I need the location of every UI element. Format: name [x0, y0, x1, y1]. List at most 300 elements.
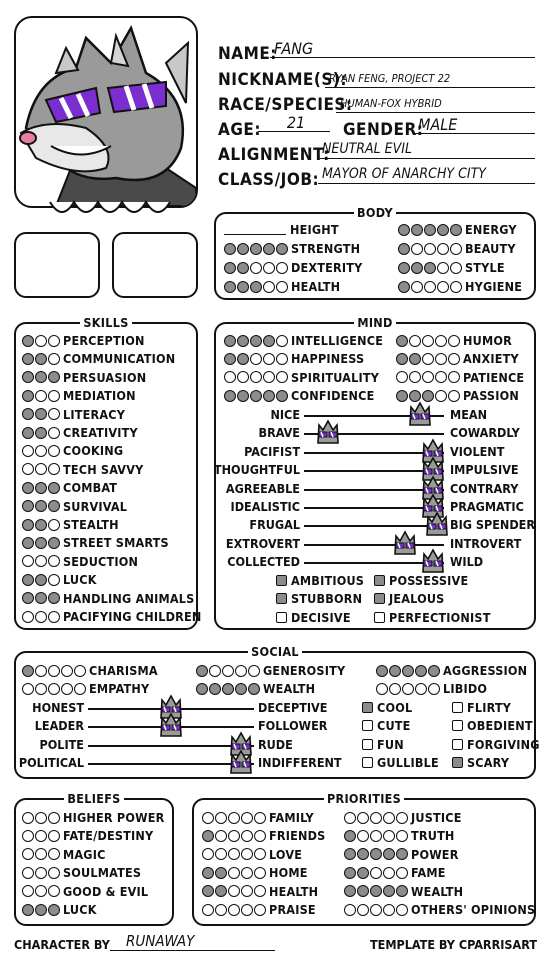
rating-dot[interactable] [35, 335, 47, 347]
rating-dot[interactable] [448, 371, 460, 383]
rating-dots[interactable] [224, 281, 288, 293]
rating-dot[interactable] [22, 408, 34, 420]
rating-dot[interactable] [224, 335, 236, 347]
rating-dot[interactable] [224, 371, 236, 383]
rating-dot[interactable] [248, 665, 260, 677]
rating-dot[interactable] [250, 371, 262, 383]
checkbox[interactable] [452, 702, 463, 713]
alignment-field[interactable]: NEUTRAL EVIL [318, 141, 535, 159]
rating-dot[interactable] [424, 262, 436, 274]
rating-dot[interactable] [424, 281, 436, 293]
rating-dot[interactable] [48, 408, 60, 420]
rating-dots[interactable] [22, 519, 60, 531]
rating-dot[interactable] [422, 353, 434, 365]
rating-dot[interactable] [224, 281, 236, 293]
rating-dot[interactable] [357, 885, 369, 897]
rating-dot[interactable] [276, 262, 288, 274]
rating-dot[interactable] [448, 353, 460, 365]
rating-dots[interactable] [344, 867, 408, 879]
rating-dot[interactable] [48, 683, 60, 695]
rating-dot[interactable] [22, 482, 34, 494]
rating-dot[interactable] [396, 885, 408, 897]
rating-dot[interactable] [215, 885, 227, 897]
checkbox-row[interactable] [276, 610, 351, 625]
rating-dot[interactable] [48, 848, 60, 860]
checkbox[interactable] [374, 575, 385, 586]
rating-dot[interactable] [22, 812, 34, 824]
rating-dot[interactable] [437, 224, 449, 236]
rating-dot[interactable] [424, 243, 436, 255]
rating-dots[interactable] [396, 390, 460, 402]
rating-dot[interactable] [422, 390, 434, 402]
rating-dots[interactable] [224, 243, 288, 255]
rating-dots[interactable] [22, 830, 60, 842]
rating-dots[interactable] [398, 243, 462, 255]
rating-dot[interactable] [196, 665, 208, 677]
rating-dots[interactable] [22, 611, 60, 623]
rating-dot[interactable] [344, 885, 356, 897]
slider-handle-icon[interactable] [315, 419, 341, 445]
rating-dot[interactable] [202, 812, 214, 824]
rating-dot[interactable] [450, 262, 462, 274]
rating-dot[interactable] [402, 665, 414, 677]
rating-dot[interactable] [428, 665, 440, 677]
rating-dot[interactable] [215, 830, 227, 842]
rating-dots[interactable] [396, 353, 460, 365]
rating-dots[interactable] [22, 812, 60, 824]
rating-dot[interactable] [224, 262, 236, 274]
rating-dot[interactable] [396, 371, 408, 383]
rating-dot[interactable] [435, 390, 447, 402]
rating-dot[interactable] [389, 665, 401, 677]
rating-dot[interactable] [396, 390, 408, 402]
rating-dot[interactable] [22, 519, 34, 531]
slider-track[interactable] [304, 525, 444, 527]
rating-dot[interactable] [48, 611, 60, 623]
rating-dot[interactable] [357, 830, 369, 842]
rating-dot[interactable] [344, 848, 356, 860]
rating-dot[interactable] [48, 482, 60, 494]
rating-dot[interactable] [35, 592, 47, 604]
rating-dot[interactable] [209, 683, 221, 695]
rating-dot[interactable] [22, 867, 34, 879]
rating-dot[interactable] [357, 904, 369, 916]
rating-dots[interactable] [22, 408, 60, 420]
rating-dots[interactable] [22, 574, 60, 586]
slider-handle-icon[interactable] [407, 401, 433, 427]
rating-dot[interactable] [22, 848, 34, 860]
rating-dot[interactable] [35, 665, 47, 677]
rating-dot[interactable] [48, 537, 60, 549]
rating-dot[interactable] [415, 665, 427, 677]
rating-dot[interactable] [215, 867, 227, 879]
checkbox[interactable] [276, 612, 287, 623]
slider-track[interactable] [304, 544, 444, 546]
rating-dots[interactable] [398, 224, 462, 236]
slider-handle-icon[interactable] [420, 548, 446, 574]
rating-dot[interactable] [250, 262, 262, 274]
rating-dots[interactable] [344, 885, 408, 897]
rating-dot[interactable] [376, 683, 388, 695]
slider-handle-icon[interactable] [158, 712, 184, 738]
rating-dot[interactable] [35, 537, 47, 549]
rating-dot[interactable] [450, 224, 462, 236]
rating-dot[interactable] [344, 812, 356, 824]
rating-dot[interactable] [370, 830, 382, 842]
rating-dot[interactable] [411, 262, 423, 274]
height-line[interactable] [224, 225, 286, 235]
rating-dot[interactable] [241, 848, 253, 860]
rating-dots[interactable] [22, 867, 60, 879]
rating-dot[interactable] [383, 848, 395, 860]
rating-dot[interactable] [35, 371, 47, 383]
checkbox-row[interactable] [276, 573, 364, 588]
checkbox-row[interactable] [374, 610, 491, 625]
rating-dot[interactable] [35, 830, 47, 842]
checkbox[interactable] [362, 702, 373, 713]
rating-dot[interactable] [237, 243, 249, 255]
rating-dot[interactable] [22, 904, 34, 916]
rating-dot[interactable] [74, 665, 86, 677]
rating-dot[interactable] [22, 611, 34, 623]
rating-dot[interactable] [437, 243, 449, 255]
rating-dot[interactable] [276, 335, 288, 347]
rating-dot[interactable] [396, 867, 408, 879]
rating-dot[interactable] [263, 281, 275, 293]
rating-dot[interactable] [235, 683, 247, 695]
rating-dot[interactable] [22, 371, 34, 383]
rating-dot[interactable] [370, 812, 382, 824]
rating-dot[interactable] [35, 555, 47, 567]
rating-dot[interactable] [411, 243, 423, 255]
rating-dots[interactable] [376, 665, 440, 677]
rating-dot[interactable] [396, 353, 408, 365]
rating-dot[interactable] [48, 574, 60, 586]
rating-dot[interactable] [196, 683, 208, 695]
rating-dot[interactable] [396, 830, 408, 842]
checkbox-row[interactable] [452, 737, 540, 752]
rating-dots[interactable] [22, 848, 60, 860]
rating-dot[interactable] [22, 427, 34, 439]
rating-dot[interactable] [22, 665, 34, 677]
rating-dots[interactable] [202, 904, 266, 916]
rating-dot[interactable] [48, 335, 60, 347]
rating-dot[interactable] [398, 281, 410, 293]
rating-dot[interactable] [215, 848, 227, 860]
rating-dot[interactable] [35, 482, 47, 494]
rating-dot[interactable] [48, 830, 60, 842]
rating-dot[interactable] [202, 904, 214, 916]
checkbox-row[interactable] [452, 755, 509, 770]
rating-dot[interactable] [202, 867, 214, 879]
rating-dot[interactable] [250, 353, 262, 365]
class-field[interactable]: MAYOR OF ANARCHY CITY [318, 166, 535, 184]
rating-dot[interactable] [22, 830, 34, 842]
empty-box-left[interactable] [14, 232, 100, 298]
rating-dot[interactable] [224, 353, 236, 365]
rating-dot[interactable] [437, 262, 449, 274]
rating-dot[interactable] [435, 353, 447, 365]
rating-dot[interactable] [48, 519, 60, 531]
rating-dot[interactable] [209, 665, 221, 677]
rating-dot[interactable] [228, 867, 240, 879]
rating-dot[interactable] [409, 371, 421, 383]
checkbox-row[interactable] [452, 718, 533, 733]
rating-dot[interactable] [396, 848, 408, 860]
rating-dot[interactable] [250, 335, 262, 347]
rating-dot[interactable] [411, 224, 423, 236]
rating-dot[interactable] [415, 683, 427, 695]
rating-dots[interactable] [344, 812, 408, 824]
rating-dots[interactable] [202, 830, 266, 842]
rating-dot[interactable] [35, 683, 47, 695]
rating-dots[interactable] [224, 371, 288, 383]
rating-dot[interactable] [237, 281, 249, 293]
rating-dot[interactable] [276, 281, 288, 293]
rating-dot[interactable] [237, 371, 249, 383]
rating-dots[interactable] [224, 390, 288, 402]
rating-dot[interactable] [48, 463, 60, 475]
rating-dot[interactable] [402, 683, 414, 695]
checkbox[interactable] [362, 720, 373, 731]
rating-dot[interactable] [344, 904, 356, 916]
rating-dots[interactable] [196, 683, 260, 695]
nickname-field[interactable]: RYAN FENG, PROJECT 22 [325, 70, 535, 88]
rating-dot[interactable] [396, 812, 408, 824]
rating-dots[interactable] [224, 353, 288, 365]
rating-dot[interactable] [22, 683, 34, 695]
rating-dots[interactable] [22, 390, 60, 402]
name-field[interactable]: FANG [270, 40, 535, 58]
rating-dot[interactable] [228, 812, 240, 824]
rating-dot[interactable] [224, 243, 236, 255]
rating-dot[interactable] [237, 390, 249, 402]
rating-dot[interactable] [215, 904, 227, 916]
rating-dot[interactable] [344, 830, 356, 842]
checkbox-row[interactable] [374, 591, 444, 606]
rating-dot[interactable] [48, 445, 60, 457]
checkbox[interactable] [452, 720, 463, 731]
rating-dot[interactable] [263, 371, 275, 383]
rating-dot[interactable] [263, 262, 275, 274]
rating-dot[interactable] [35, 445, 47, 457]
rating-dot[interactable] [250, 243, 262, 255]
rating-dots[interactable] [396, 371, 460, 383]
rating-dot[interactable] [344, 867, 356, 879]
rating-dot[interactable] [398, 262, 410, 274]
rating-dots[interactable] [22, 885, 60, 897]
rating-dot[interactable] [22, 390, 34, 402]
rating-dot[interactable] [228, 830, 240, 842]
checkbox[interactable] [362, 739, 373, 750]
rating-dot[interactable] [48, 665, 60, 677]
rating-dot[interactable] [409, 353, 421, 365]
rating-dot[interactable] [409, 390, 421, 402]
checkbox[interactable] [362, 757, 373, 768]
rating-dot[interactable] [22, 445, 34, 457]
rating-dot[interactable] [263, 390, 275, 402]
rating-dot[interactable] [22, 335, 34, 347]
rating-dot[interactable] [48, 371, 60, 383]
rating-dot[interactable] [35, 848, 47, 860]
checkbox-row[interactable] [362, 718, 411, 733]
race-field[interactable]: HUMAN-FOX HYBRID [336, 95, 535, 113]
rating-dot[interactable] [250, 390, 262, 402]
slider-handle-icon[interactable] [392, 530, 418, 556]
rating-dots[interactable] [22, 537, 60, 549]
rating-dot[interactable] [224, 390, 236, 402]
rating-dot[interactable] [22, 555, 34, 567]
rating-dot[interactable] [48, 867, 60, 879]
rating-dot[interactable] [241, 904, 253, 916]
rating-dots[interactable] [22, 463, 60, 475]
rating-dot[interactable] [424, 224, 436, 236]
checkbox-row[interactable] [362, 755, 439, 770]
rating-dot[interactable] [383, 830, 395, 842]
rating-dot[interactable] [241, 885, 253, 897]
rating-dot[interactable] [22, 353, 34, 365]
rating-dot[interactable] [35, 519, 47, 531]
rating-dots[interactable] [398, 281, 462, 293]
rating-dot[interactable] [22, 537, 34, 549]
rating-dot[interactable] [202, 848, 214, 860]
rating-dots[interactable] [22, 555, 60, 567]
rating-dot[interactable] [448, 390, 460, 402]
rating-dots[interactable] [22, 592, 60, 604]
rating-dot[interactable] [35, 885, 47, 897]
rating-dot[interactable] [202, 885, 214, 897]
rating-dot[interactable] [254, 812, 266, 824]
rating-dot[interactable] [228, 904, 240, 916]
rating-dots[interactable] [22, 445, 60, 457]
rating-dot[interactable] [435, 371, 447, 383]
rating-dot[interactable] [22, 885, 34, 897]
checkbox-row[interactable] [452, 700, 511, 715]
rating-dot[interactable] [22, 592, 34, 604]
rating-dot[interactable] [383, 904, 395, 916]
rating-dot[interactable] [254, 867, 266, 879]
checkbox[interactable] [374, 593, 385, 604]
rating-dot[interactable] [428, 683, 440, 695]
rating-dots[interactable] [224, 335, 288, 347]
rating-dot[interactable] [370, 885, 382, 897]
gender-field[interactable]: MALE [414, 116, 535, 134]
slider-handle-icon[interactable] [228, 749, 254, 775]
rating-dot[interactable] [398, 224, 410, 236]
rating-dot[interactable] [450, 281, 462, 293]
checkbox[interactable] [452, 757, 463, 768]
rating-dot[interactable] [422, 335, 434, 347]
checkbox[interactable] [452, 739, 463, 750]
rating-dot[interactable] [35, 390, 47, 402]
rating-dot[interactable] [254, 904, 266, 916]
rating-dot[interactable] [228, 848, 240, 860]
rating-dots[interactable] [22, 353, 60, 365]
rating-dot[interactable] [411, 281, 423, 293]
rating-dot[interactable] [357, 812, 369, 824]
rating-dot[interactable] [276, 353, 288, 365]
empty-box-right[interactable] [112, 232, 198, 298]
rating-dot[interactable] [448, 335, 460, 347]
rating-dots[interactable] [202, 812, 266, 824]
rating-dot[interactable] [409, 335, 421, 347]
rating-dots[interactable] [344, 848, 408, 860]
checkbox-row[interactable] [276, 591, 362, 606]
rating-dot[interactable] [370, 904, 382, 916]
rating-dots[interactable] [344, 904, 408, 916]
slider-handle-icon[interactable] [424, 511, 450, 537]
rating-dots[interactable] [224, 262, 288, 274]
rating-dot[interactable] [248, 683, 260, 695]
rating-dots[interactable] [202, 885, 266, 897]
rating-dots[interactable] [344, 830, 408, 842]
age-field[interactable]: 21 [258, 114, 330, 132]
rating-dot[interactable] [450, 243, 462, 255]
rating-dot[interactable] [35, 427, 47, 439]
rating-dots[interactable] [22, 371, 60, 383]
rating-dot[interactable] [48, 904, 60, 916]
rating-dot[interactable] [22, 500, 34, 512]
rating-dot[interactable] [357, 867, 369, 879]
rating-dot[interactable] [35, 611, 47, 623]
rating-dot[interactable] [276, 371, 288, 383]
rating-dot[interactable] [383, 812, 395, 824]
rating-dot[interactable] [254, 848, 266, 860]
rating-dot[interactable] [241, 867, 253, 879]
rating-dot[interactable] [263, 335, 275, 347]
rating-dot[interactable] [422, 371, 434, 383]
rating-dot[interactable] [48, 812, 60, 824]
checkbox-row[interactable] [362, 737, 404, 752]
rating-dot[interactable] [237, 335, 249, 347]
rating-dot[interactable] [61, 683, 73, 695]
rating-dot[interactable] [254, 830, 266, 842]
rating-dot[interactable] [222, 683, 234, 695]
rating-dot[interactable] [48, 353, 60, 365]
rating-dots[interactable] [398, 262, 462, 274]
rating-dot[interactable] [35, 812, 47, 824]
rating-dot[interactable] [35, 904, 47, 916]
rating-dot[interactable] [48, 390, 60, 402]
rating-dots[interactable] [202, 848, 266, 860]
rating-dot[interactable] [237, 353, 249, 365]
checkbox[interactable] [374, 612, 385, 623]
rating-dot[interactable] [48, 555, 60, 567]
checkbox-row[interactable] [374, 573, 468, 588]
rating-dots[interactable] [22, 482, 60, 494]
rating-dots[interactable] [22, 904, 60, 916]
rating-dots[interactable] [202, 867, 266, 879]
rating-dot[interactable] [370, 848, 382, 860]
checkbox-row[interactable] [362, 700, 412, 715]
rating-dot[interactable] [215, 812, 227, 824]
rating-dot[interactable] [48, 427, 60, 439]
rating-dot[interactable] [228, 885, 240, 897]
rating-dots[interactable] [376, 683, 440, 695]
rating-dot[interactable] [389, 683, 401, 695]
rating-dot[interactable] [276, 390, 288, 402]
rating-dot[interactable] [61, 665, 73, 677]
rating-dots[interactable] [22, 335, 60, 347]
rating-dots[interactable] [22, 427, 60, 439]
rating-dot[interactable] [398, 243, 410, 255]
rating-dot[interactable] [35, 353, 47, 365]
checkbox[interactable] [276, 593, 287, 604]
rating-dot[interactable] [254, 885, 266, 897]
rating-dot[interactable] [263, 353, 275, 365]
rating-dot[interactable] [222, 665, 234, 677]
rating-dot[interactable] [357, 848, 369, 860]
